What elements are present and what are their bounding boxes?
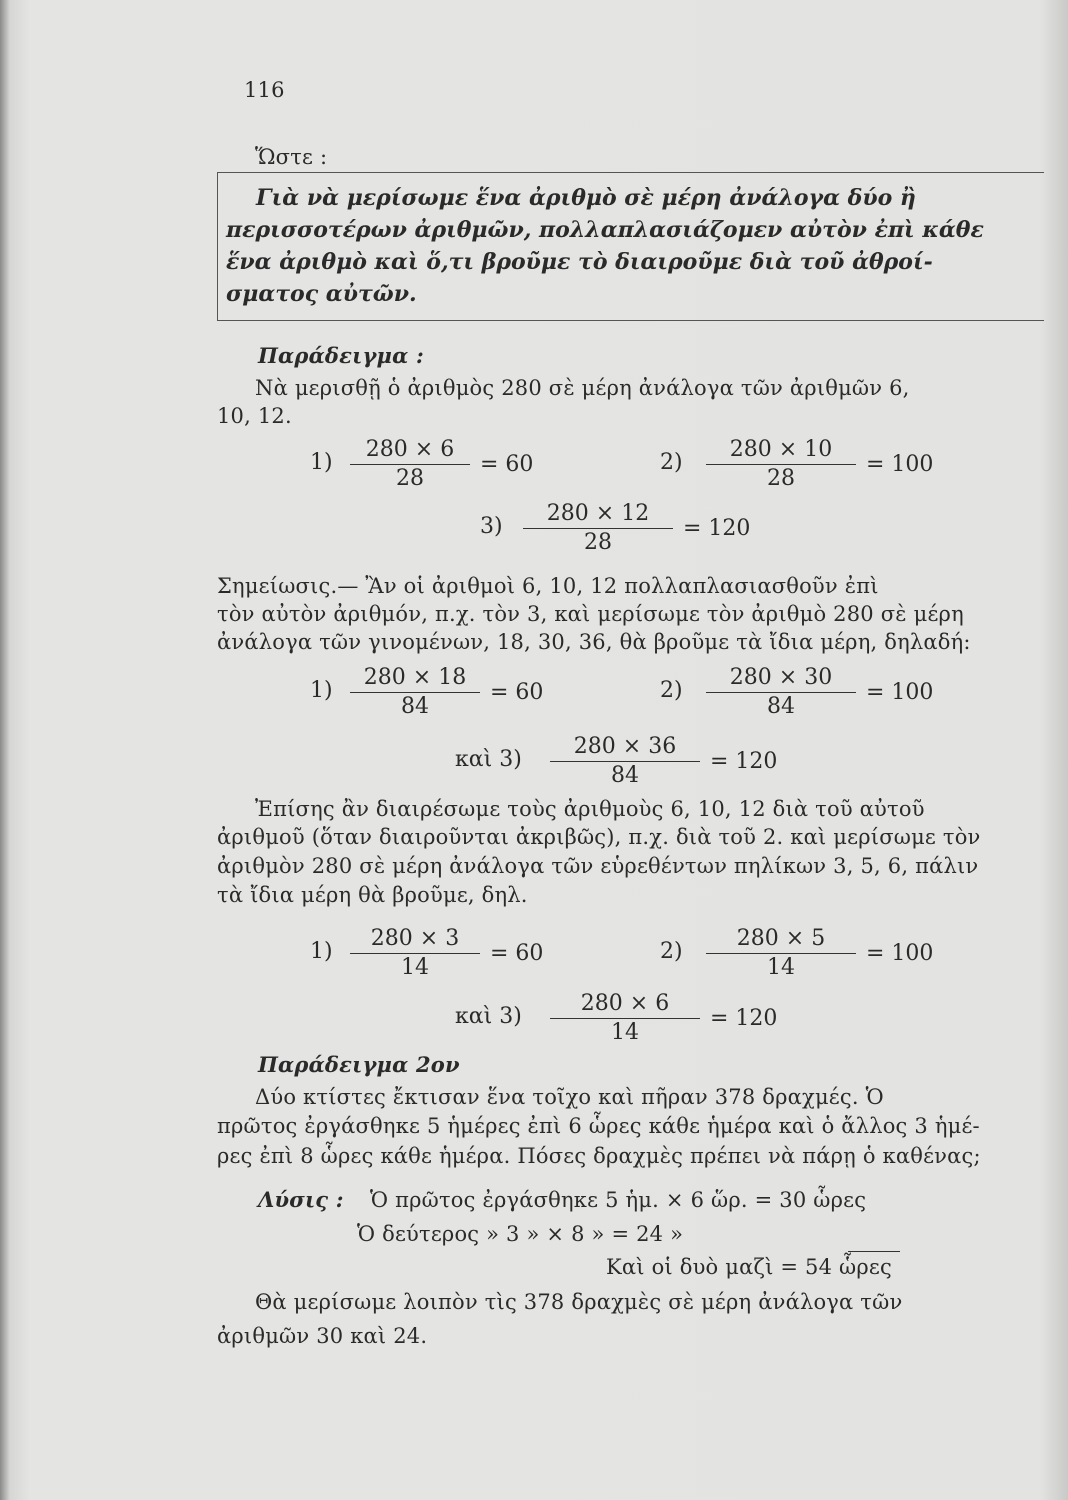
note-line-3: ἀνάλογα τῶν γινομένων, 18, 30, 36, θὰ βροῦμε τὰ ἴδια μέρη, δηλαδή: (217, 630, 971, 654)
example2-line-1: Δύο κτίστες ἔκτισαν ἕνα τοῖχο καὶ πῆραν 378 δραχμές. Ὁ (255, 1085, 884, 1109)
fraction-bar (523, 528, 673, 529)
page-number: 116 (244, 78, 285, 102)
fraction-result: = 60 (480, 452, 534, 477)
fraction-denominator: 28 (396, 466, 424, 491)
fraction-result: = 60 (490, 680, 544, 705)
fraction-denominator: 84 (611, 763, 639, 788)
fraction-result: = 60 (490, 941, 544, 966)
also-line-2: ἀριθμοῦ (ὅταν διαιροῦνται ἀκριβῶς), π.χ. διὰ τοῦ 2. καὶ μερίσωμε τὸν (217, 825, 981, 849)
rule-line-1: Γιὰ νὰ μερίσωμε ἕνα ἀριθμὸ σὲ μέρη ἀνάλογα δύο ἢ (256, 185, 916, 211)
example1-line-1: Νὰ μερισθῇ ὁ ἀριθμὸς 280 σὲ μέρη ἀνάλογα τῶν ἀριθμῶν 6, (255, 376, 910, 400)
example2-line-2: πρῶτος ἐργάσθηκε 5 ἡμέρες ἐπὶ 6 ὧρες κάθε ἡμέρα καὶ ὁ ἄλλος 3 ἡμέ- (217, 1114, 980, 1138)
fraction-result: = 120 (710, 1006, 778, 1031)
closing-line-1: Θὰ μερίσωμε λοιπὸν τὶς 378 δραχμὲς σὲ μέρη ἀνάλογα τῶν (255, 1290, 903, 1314)
also-line-4: τὰ ἴδια μέρη θὰ βροῦμε, δηλ. (217, 883, 528, 907)
solution-label: Λύσις : (258, 1187, 344, 1212)
fraction-label: καὶ 3) (455, 747, 522, 772)
fraction-numerator: 280 × 10 (729, 437, 833, 462)
fraction-numerator: 280 × 6 (580, 991, 670, 1016)
fraction (350, 927, 480, 980)
fraction-label: 1) (310, 939, 333, 964)
example2-heading: Παράδειγμα 2ον (258, 1052, 460, 1077)
fraction (550, 992, 700, 1045)
fraction-numerator: 280 × 36 (573, 734, 677, 759)
closing-line-2: ἀριθμῶν 30 καὶ 24. (217, 1324, 428, 1348)
rule-line-2: περισσοτέρων ἀριθμῶν, πολλαπλασιάζομεν αὐτὸν ἐπὶ κάθε (226, 217, 984, 243)
also-line-3: ἀριθμὸν 280 σὲ μέρη ἀνάλογα τῶν εὑρεθέντων πηλίκων 3, 5, 6, πάλιν (217, 854, 979, 878)
fraction-denominator: 28 (584, 530, 612, 555)
fraction-label: 1) (310, 678, 333, 703)
fraction-bar (706, 692, 856, 693)
fraction-denominator: 14 (611, 1020, 639, 1045)
example1-heading: Παράδειγμα : (258, 343, 424, 368)
fraction-denominator: 28 (767, 466, 795, 491)
fraction (523, 502, 673, 555)
fraction-numerator: 280 × 3 (370, 926, 460, 951)
fraction-numerator: 280 × 6 (365, 437, 455, 462)
fraction-label: καὶ 3) (455, 1004, 522, 1029)
fraction-result: = 120 (710, 749, 778, 774)
fraction-label: 3) (480, 514, 503, 539)
fraction-bar (706, 953, 856, 954)
intro-word: Ὥστε : (255, 145, 328, 169)
fraction (706, 438, 856, 491)
fraction-result: = 120 (683, 516, 751, 541)
fraction (706, 666, 856, 719)
note-line-1: Σημείωσις.— Ἂν οἱ ἀριθμοὶ 6, 10, 12 πολλαπλασιασθοῦν ἐπὶ (217, 574, 879, 598)
page-edge (0, 0, 10, 1500)
fraction-bar (706, 464, 856, 465)
fraction (350, 438, 470, 491)
fraction-bar (550, 1018, 700, 1019)
fraction-bar (350, 464, 470, 465)
fraction-numerator: 280 × 5 (736, 926, 826, 951)
solution-row-2: Ὁ δεύτερος » 3 » × 8 » = 24 » (357, 1222, 684, 1246)
fraction-bar (350, 953, 480, 954)
fraction-denominator: 84 (401, 694, 429, 719)
fraction-result: = 100 (866, 680, 934, 705)
fraction-denominator: 84 (767, 694, 795, 719)
solution-row-1: Ὁ πρῶτος ἐργάσθηκε 5 ἡμ. × 6 ὥρ. = 30 ὧρες (370, 1188, 867, 1212)
fraction-denominator: 14 (767, 955, 795, 980)
rule-line-4: σματος αὐτῶν. (226, 281, 417, 307)
fraction-result: = 100 (866, 941, 934, 966)
sum-rule (848, 1251, 900, 1252)
fraction-label: 2) (660, 678, 683, 703)
fraction-result: = 100 (866, 452, 934, 477)
also-line-1: Ἐπίσης ἂν διαιρέσωμε τοὺς ἀριθμοὺς 6, 10, 12 διὰ τοῦ αὐτοῦ (255, 797, 925, 821)
rule-box (217, 172, 1044, 321)
example2-line-3: ρες ἐπὶ 8 ὧρες κάθε ἡμέρα. Πόσες δραχμὲς πρέπει νὰ πάρῃ ὁ καθένας; (217, 1144, 981, 1168)
fraction-numerator: 280 × 12 (546, 501, 650, 526)
fraction-bar (550, 761, 700, 762)
fraction-numerator: 280 × 18 (363, 665, 467, 690)
fraction-denominator: 14 (401, 955, 429, 980)
rule-line-3: ἕνα ἀριθμὸ καὶ ὅ,τι βροῦμε τὸ διαιροῦμε διὰ τοῦ ἀθροί- (226, 249, 933, 275)
fraction-numerator: 280 × 30 (729, 665, 833, 690)
fraction-bar (350, 692, 480, 693)
solution-row-3: Καὶ οἱ δυὸ μαζὶ = 54 ὧρες (606, 1255, 892, 1279)
fraction (350, 666, 480, 719)
fraction (550, 735, 700, 788)
fraction-label: 1) (310, 450, 333, 475)
fraction (706, 927, 856, 980)
fraction-label: 2) (660, 939, 683, 964)
note-line-2: τὸν αὐτὸν ἀριθμόν, π.χ. τὸν 3, καὶ μερίσωμε τὸν ἀριθμὸ 280 σὲ μέρη (217, 602, 964, 626)
example1-line-2: 10, 12. (217, 404, 292, 428)
fraction-label: 2) (660, 450, 683, 475)
